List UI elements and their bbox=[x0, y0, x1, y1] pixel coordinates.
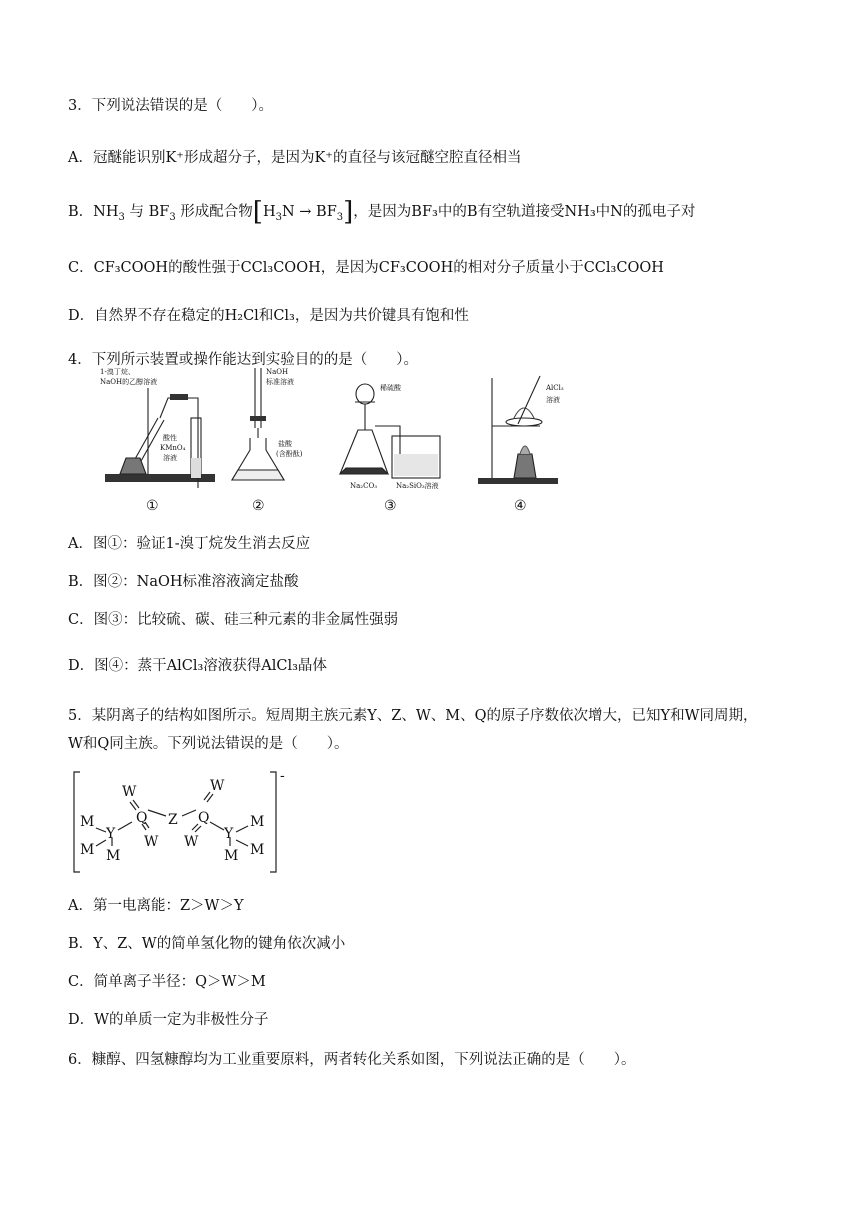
atom-m-4: M bbox=[250, 814, 265, 830]
fig1-label-line2: KMnO₄ bbox=[160, 444, 186, 452]
q3-option-b-prefix: B． bbox=[68, 204, 94, 220]
atom-q-1: Q bbox=[136, 810, 148, 826]
atom-w-2: W bbox=[210, 778, 225, 794]
q3-option-b-formula: $NH_3$ 与 $BF_3$ 形成配合物$[H_3N \to BF_3]$ bbox=[93, 197, 354, 227]
anion-charge: - bbox=[280, 768, 285, 784]
fig1-label-line3: 溶液 bbox=[163, 454, 177, 462]
atom-m-1: M bbox=[80, 814, 95, 830]
fig2-label-line4: (含酚酞) bbox=[276, 450, 303, 458]
q3-option-c: C．CF₃COOH的酸性强于CCl₃COOH，是因为CF₃COOH的相对分子质量小于CCl₃COOH bbox=[68, 260, 664, 276]
atom-z: Z bbox=[168, 812, 178, 828]
atom-w-4: W bbox=[184, 834, 199, 850]
fig1-reagent-line1: 1-溴丁烷、 bbox=[100, 368, 135, 376]
fig1-label-line1: 酸性 bbox=[163, 434, 177, 442]
fig4-number: ④ bbox=[514, 498, 527, 514]
fig3-label-line1: 稀硫酸 bbox=[380, 384, 401, 392]
fig3-number: ③ bbox=[384, 498, 397, 514]
fig1-reagent-line2: NaOH的乙醇溶液 bbox=[100, 378, 158, 386]
q3-option-b bbox=[68, 197, 696, 227]
q3-option-d: D．自然界不存在稳定的H₂Cl和Cl₃，是因为共价键具有饱和性 bbox=[68, 308, 469, 324]
q5-option-b: B．Y、Z、W的简单氢化物的键角依次减小 bbox=[68, 936, 346, 952]
q6-stem: 6．糠醇、四氢糠醇均为工业重要原料，两者转化关系如图，下列说法正确的是（ ）。 bbox=[68, 1052, 636, 1068]
fig2-number: ② bbox=[252, 498, 265, 514]
atom-m-5: M bbox=[250, 842, 265, 858]
atom-y-1: Y bbox=[106, 826, 116, 842]
atom-m-2: M bbox=[80, 842, 95, 858]
fig3-label-line2: Na₂CO₃ bbox=[350, 482, 378, 490]
anion-structure bbox=[72, 768, 292, 878]
fig2-label-line1: NaOH bbox=[266, 368, 289, 376]
fig3-label-line3: Na₂SiO₃溶液 bbox=[396, 482, 439, 490]
q3-option-b-text: ，是因为BF₃中的B有空轨道接受NH₃中N的孤电子对 bbox=[353, 204, 696, 220]
apparatus-figure bbox=[100, 358, 570, 518]
q5-option-a: A．第一电离能：Z＞W＞Y bbox=[68, 898, 244, 914]
fig4-label-line1: AlCl₃ bbox=[546, 384, 564, 392]
q5-option-c: C．简单离子半径：Q＞W＞M bbox=[68, 974, 266, 990]
fig1-number: ① bbox=[146, 498, 159, 514]
fig2-label-line3: 盐酸 bbox=[278, 440, 292, 448]
q5-stem-line2: W和Q同主族。下列说法错误的是（ ）。 bbox=[68, 736, 349, 752]
atom-w-3: W bbox=[144, 834, 159, 850]
q4-option-c: C．图③：比较硫、碳、硅三种元素的非金属性强弱 bbox=[68, 612, 399, 628]
q4-stem: 4．下列所示装置或操作能达到实验目的的是（ ）。 bbox=[68, 352, 418, 368]
q4-option-d: D．图④：蒸干AlCl₃溶液获得AlCl₃晶体 bbox=[68, 658, 327, 674]
atom-q-2: Q bbox=[198, 810, 210, 826]
q4-option-b: B．图②：NaOH标准溶液滴定盐酸 bbox=[68, 574, 299, 590]
fig4-label-line2: 溶液 bbox=[546, 396, 560, 404]
atom-y-2: Y bbox=[224, 826, 234, 842]
atom-w-1: W bbox=[122, 784, 137, 800]
q5-stem-line1: 5．某阴离子的结构如图所示。短周期主族元素Y、Z、W、M、Q的原子序数依次增大，已知Y和W同周期， bbox=[68, 708, 758, 724]
q5-option-d: D．W的单质一定为非极性分子 bbox=[68, 1012, 269, 1028]
atom-m-6: M bbox=[224, 848, 239, 864]
q3-option-a: A．冠醚能识别K⁺形成超分子，是因为K⁺的直径与该冠醚空腔直径相当 bbox=[68, 150, 522, 166]
q4-option-a: A．图①：验证1-溴丁烷发生消去反应 bbox=[68, 536, 311, 552]
atom-m-3: M bbox=[106, 848, 121, 864]
q3-stem: 3．下列说法错误的是（ ）。 bbox=[68, 98, 273, 114]
fig2-label-line2: 标准溶液 bbox=[266, 378, 294, 386]
